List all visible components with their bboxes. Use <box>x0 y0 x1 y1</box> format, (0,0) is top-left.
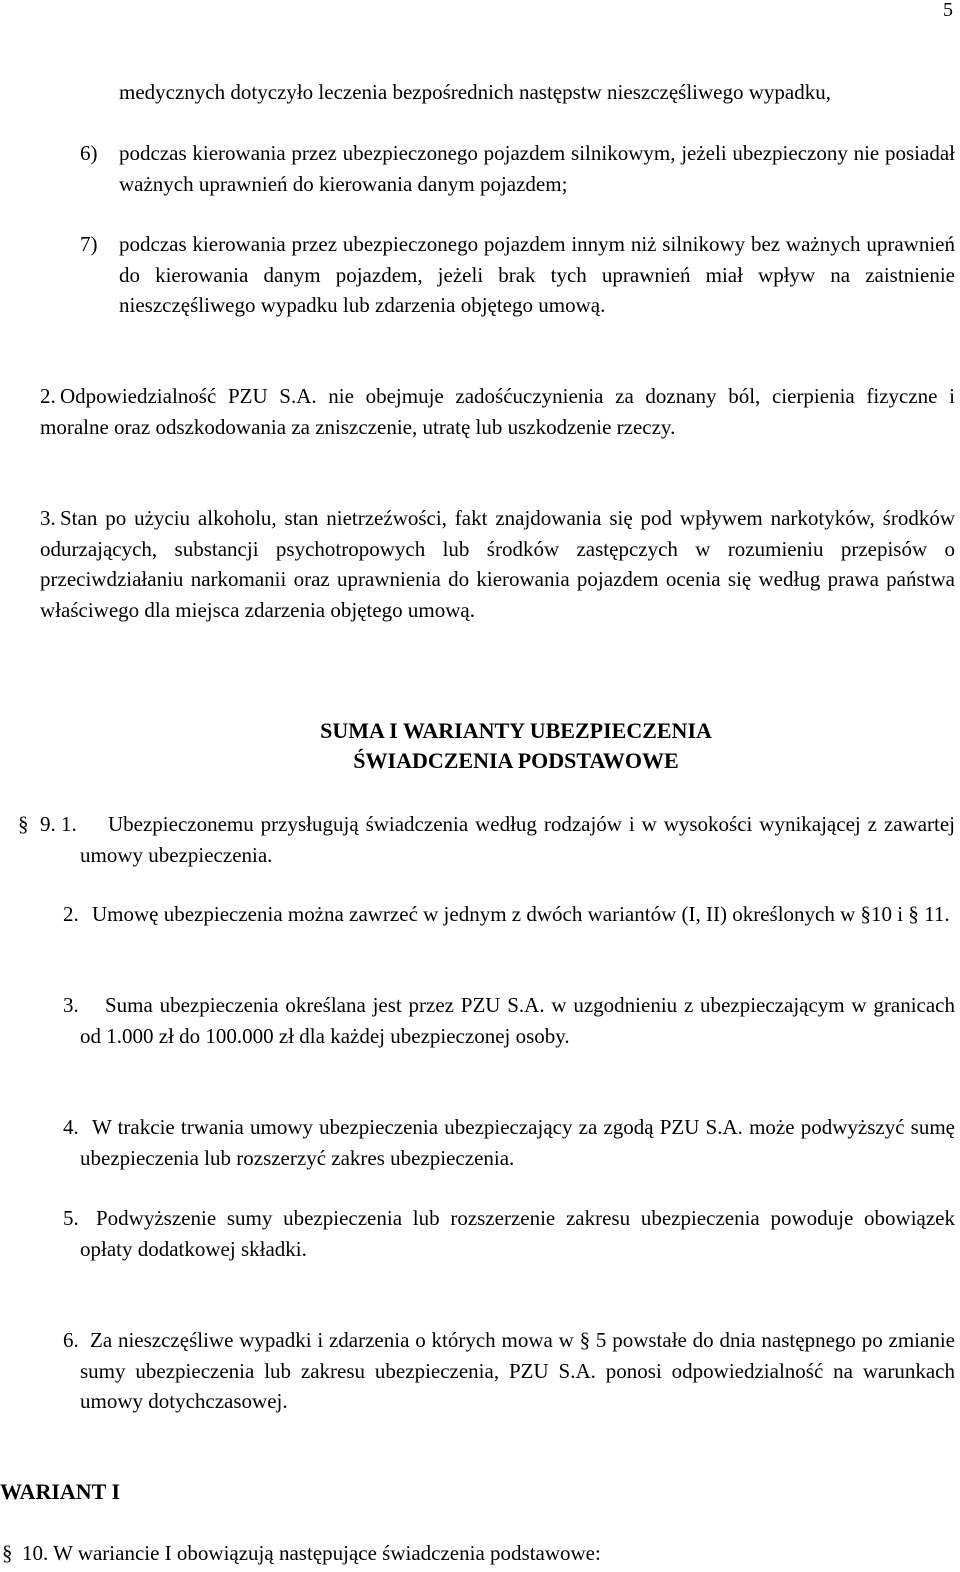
section9-item-3 <box>63 990 955 1051</box>
point-text: Stan po użyciu alkoholu, stan nietrzeźwości, fakt znajdowania się pod wpływem narkotyków, środków odurzających, substancji psychotropowych lub środków zastępczych w rozumieniu przepisów o przeciwdziałaniu narkomanii oraz uprawnienia do kierowania pojazdem ocenia się według prawa państwa właściwego dla miejsca zdarzenia objętego umową. <box>40 506 955 622</box>
item-text: Umowę ubezpieczenia można zawrzeć w jednym z dwóch wariantów (I, II) określonych w §10 i § 11. <box>92 902 950 926</box>
section9-item-1 <box>40 809 955 870</box>
item-text: W trakcie trwania umowy ubezpieczenia ubezpieczający za zgodą PZU S.A. może podwyższyć sumę ubezpieczenia lub rozszerzyć zakres ubezpieczenia. <box>80 1115 955 1170</box>
continuation-text: medycznych dotyczyło leczenia bezpośrednich następstw nieszczęśliwego wypadku, <box>119 80 831 104</box>
item-text: Podwyższenie sumy ubezpieczenia lub rozszerzenie zakresu ubezpieczenia powoduje obowiązek opłaty dodatkowej składki. <box>80 1206 955 1261</box>
variant-line: 10. W wariancie I obowiązują następujące świadczenia podstawowe: <box>22 1541 601 1565</box>
item-number: 3. <box>63 993 79 1017</box>
exclusion-number: 6) <box>80 141 98 165</box>
variant-paragraph-sign: § <box>2 1541 13 1565</box>
item-number: 6. <box>63 1328 79 1352</box>
page-number: 5 <box>943 0 953 21</box>
section9-item-6 <box>63 1325 955 1417</box>
item-text: Za nieszczęśliwe wypadki i zdarzenia o których mowa w § 5 powstałe do dnia następnego po zmianie sumy ubezpieczenia lub zakresu ubezpieczenia, PZU S.A. ponosi odpowiedzialność na warunkach umowy dotychczasowej. <box>80 1328 955 1413</box>
section9-item-5 <box>63 1203 955 1264</box>
point-3 <box>40 503 955 625</box>
paragraph-sign: § <box>18 812 29 836</box>
variant-heading: WARIANT I <box>0 1479 121 1504</box>
exclusion-item-7 <box>80 229 955 321</box>
section-title-line-1: SUMA I WARIANTY UBEZPIECZENIA <box>320 718 712 743</box>
point-number: 2. <box>40 384 56 408</box>
exclusion-number: 7) <box>80 232 98 256</box>
section9-item-4 <box>63 1112 955 1173</box>
section9-item-2 <box>63 899 955 930</box>
item-number: 2. <box>63 902 79 926</box>
point-text: Odpowiedzialność PZU S.A. nie obejmuje zadośćuczynienia za doznany ból, cierpienia fizyczne i moralne oraz odszkodowania za zniszczenie, utratę lub uszkodzenie rzeczy. <box>40 384 955 439</box>
point-number: 3. <box>40 506 56 530</box>
item-text: Ubezpieczonemu przysługują świadczenia według rodzajów i w wysokości wynikającej z zawartej umowy ubezpieczenia. <box>80 812 955 867</box>
item-number: 5. <box>63 1206 79 1230</box>
exclusion-text: podczas kierowania przez ubezpieczonego pojazdem innym niż silnikowy bez ważnych uprawnień do kierowania danym pojazdem, jeżeli brak tych uprawnień miał wpływ na zaistnienie nieszczęśliwego wypadku lub zdarzenia objętego umową. <box>119 232 955 317</box>
item-text: Suma ubezpieczenia określana jest przez PZU S.A. w uzgodnieniu z ubezpieczającym w granicach od 1.000 zł do 100.000 zł dla każdej ubezpieczonej osoby. <box>80 993 955 1048</box>
point-2 <box>40 381 955 442</box>
item-number: 9. 1. <box>40 812 77 836</box>
item-number: 4. <box>63 1115 79 1139</box>
exclusion-text: podczas kierowania przez ubezpieczonego pojazdem silnikowym, jeżeli ubezpieczony nie posiadał ważnych uprawnień do kierowania danym pojazdem; <box>119 141 955 196</box>
exclusion-item-6 <box>80 138 955 199</box>
section-title-line-2: ŚWIADCZENIA PODSTAWOWE <box>353 748 679 773</box>
